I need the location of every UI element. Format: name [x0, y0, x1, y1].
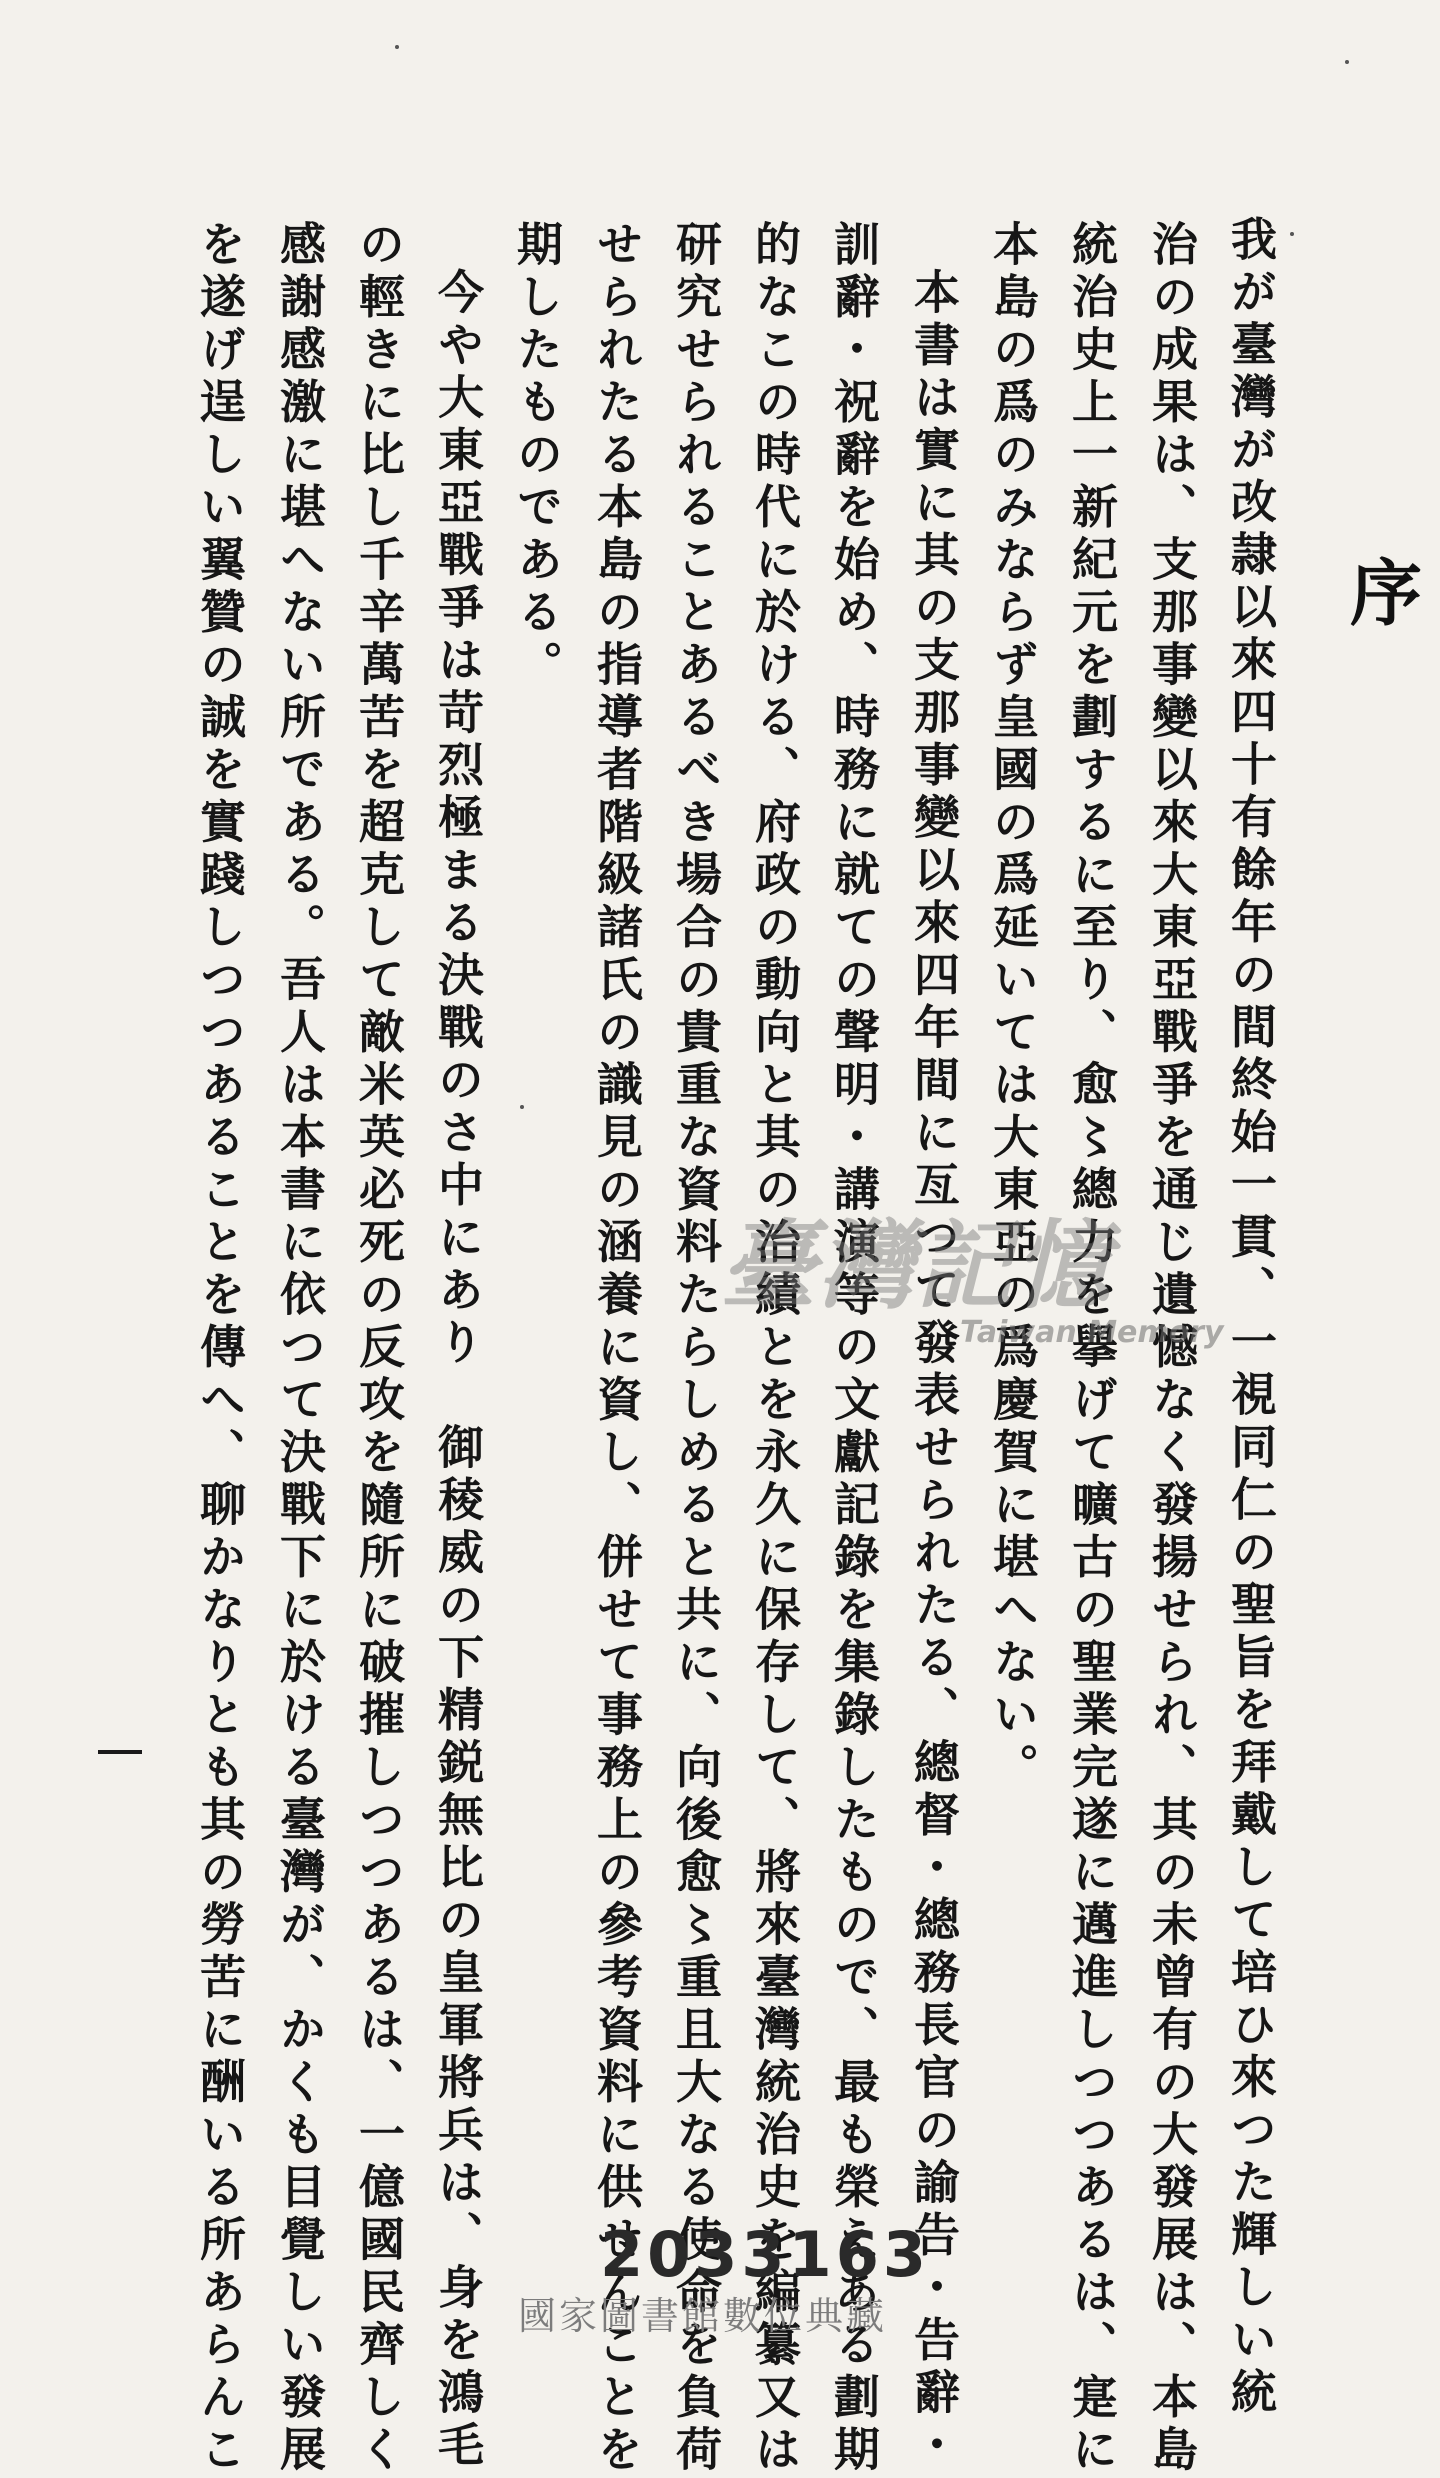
text-column-7: 的なこの時代に於ける、府政の動向と其の治績とを永久に保存して、將來臺灣統治史を編纂又は — [748, 220, 802, 2478]
text-column-8: 研究せられることあるべき場合の貴重な資料たらしめると共に、向後愈〻重且大なる使命を負荷 — [669, 220, 723, 2478]
accession-stamp: 2033163 — [600, 2218, 930, 2291]
watermark-latin: Taiwan Memory — [960, 1315, 1224, 1350]
scan-speck — [395, 45, 399, 49]
page-title: 序 — [1338, 555, 1423, 627]
text-column-9: せられたる本島の指導者階級諸氏の識見の涵養に資し、併せて事務上の參考資料に供せんことを — [590, 220, 644, 2478]
text-column-2: 治の成果は、支那事變以來大東亞戰爭を通じ遺憾なく發揚せられ、其の未曾有の大發展は、本島 — [1145, 220, 1199, 2478]
watermark-logo — [720, 1190, 1224, 1350]
page-number — [98, 1750, 142, 1754]
text-column-12: の輕きに比し千辛萬苦を超克して敵米英必死の反攻を隨所に破摧しつつあるは、一億國民齊しく — [352, 220, 406, 2478]
text-column-3: 統治史上一新紀元を劃するに至り、愈〻總力を擧げて曠古の聖業完遂に邁進しつつあるは、寔に — [1065, 220, 1119, 2478]
scan-speck — [1345, 60, 1349, 64]
text-column-5: 本書は實に其の支那事變以來四年間に亙つて發表せられたる、總督・總務長官の諭告・告辭・ — [907, 268, 961, 2473]
library-footer: 國家圖書館數位典藏 — [518, 2294, 888, 2338]
text-column-14: を遂げ逞しい翼贊の誠を實踐しつつあることを傳へ、聊かなりとも其の勞苦に酬いる所あらんこ — [193, 220, 247, 2478]
text-column-4: 本島の爲のみならず皇國の爲延いては大東亞の爲慶賀に堪へない。 — [986, 220, 1040, 1795]
scan-speck — [1290, 232, 1294, 236]
scan-speck — [520, 1105, 524, 1109]
text-column-6: 訓辭・祝辭を始め、時務に就ての聲明・講演等の文獻記錄を集錄したもので、最も榮えある劃期 — [827, 220, 881, 2478]
text-column-10: 期したものである。 — [510, 220, 564, 693]
text-column-1: 我が臺灣が改隷以來四十有餘年の間終始一貫、一視同仁の聖旨を拜戴して培ひ來つた輝しい統 — [1224, 215, 1278, 2420]
watermark-script: 臺灣記憶 — [720, 1209, 1112, 1322]
text-column-13: 感謝感激に堪へない所である。吾人は本書に依つて決戰下に於ける臺灣が、かくも目覺しい發展 — [273, 220, 327, 2478]
text-column-11: 今や大東亞戰爭は苛烈極まる決戰のさ中にあり 御稜威の下精鋭無比の皇軍將兵は、身を鴻毛 — [431, 268, 485, 2473]
